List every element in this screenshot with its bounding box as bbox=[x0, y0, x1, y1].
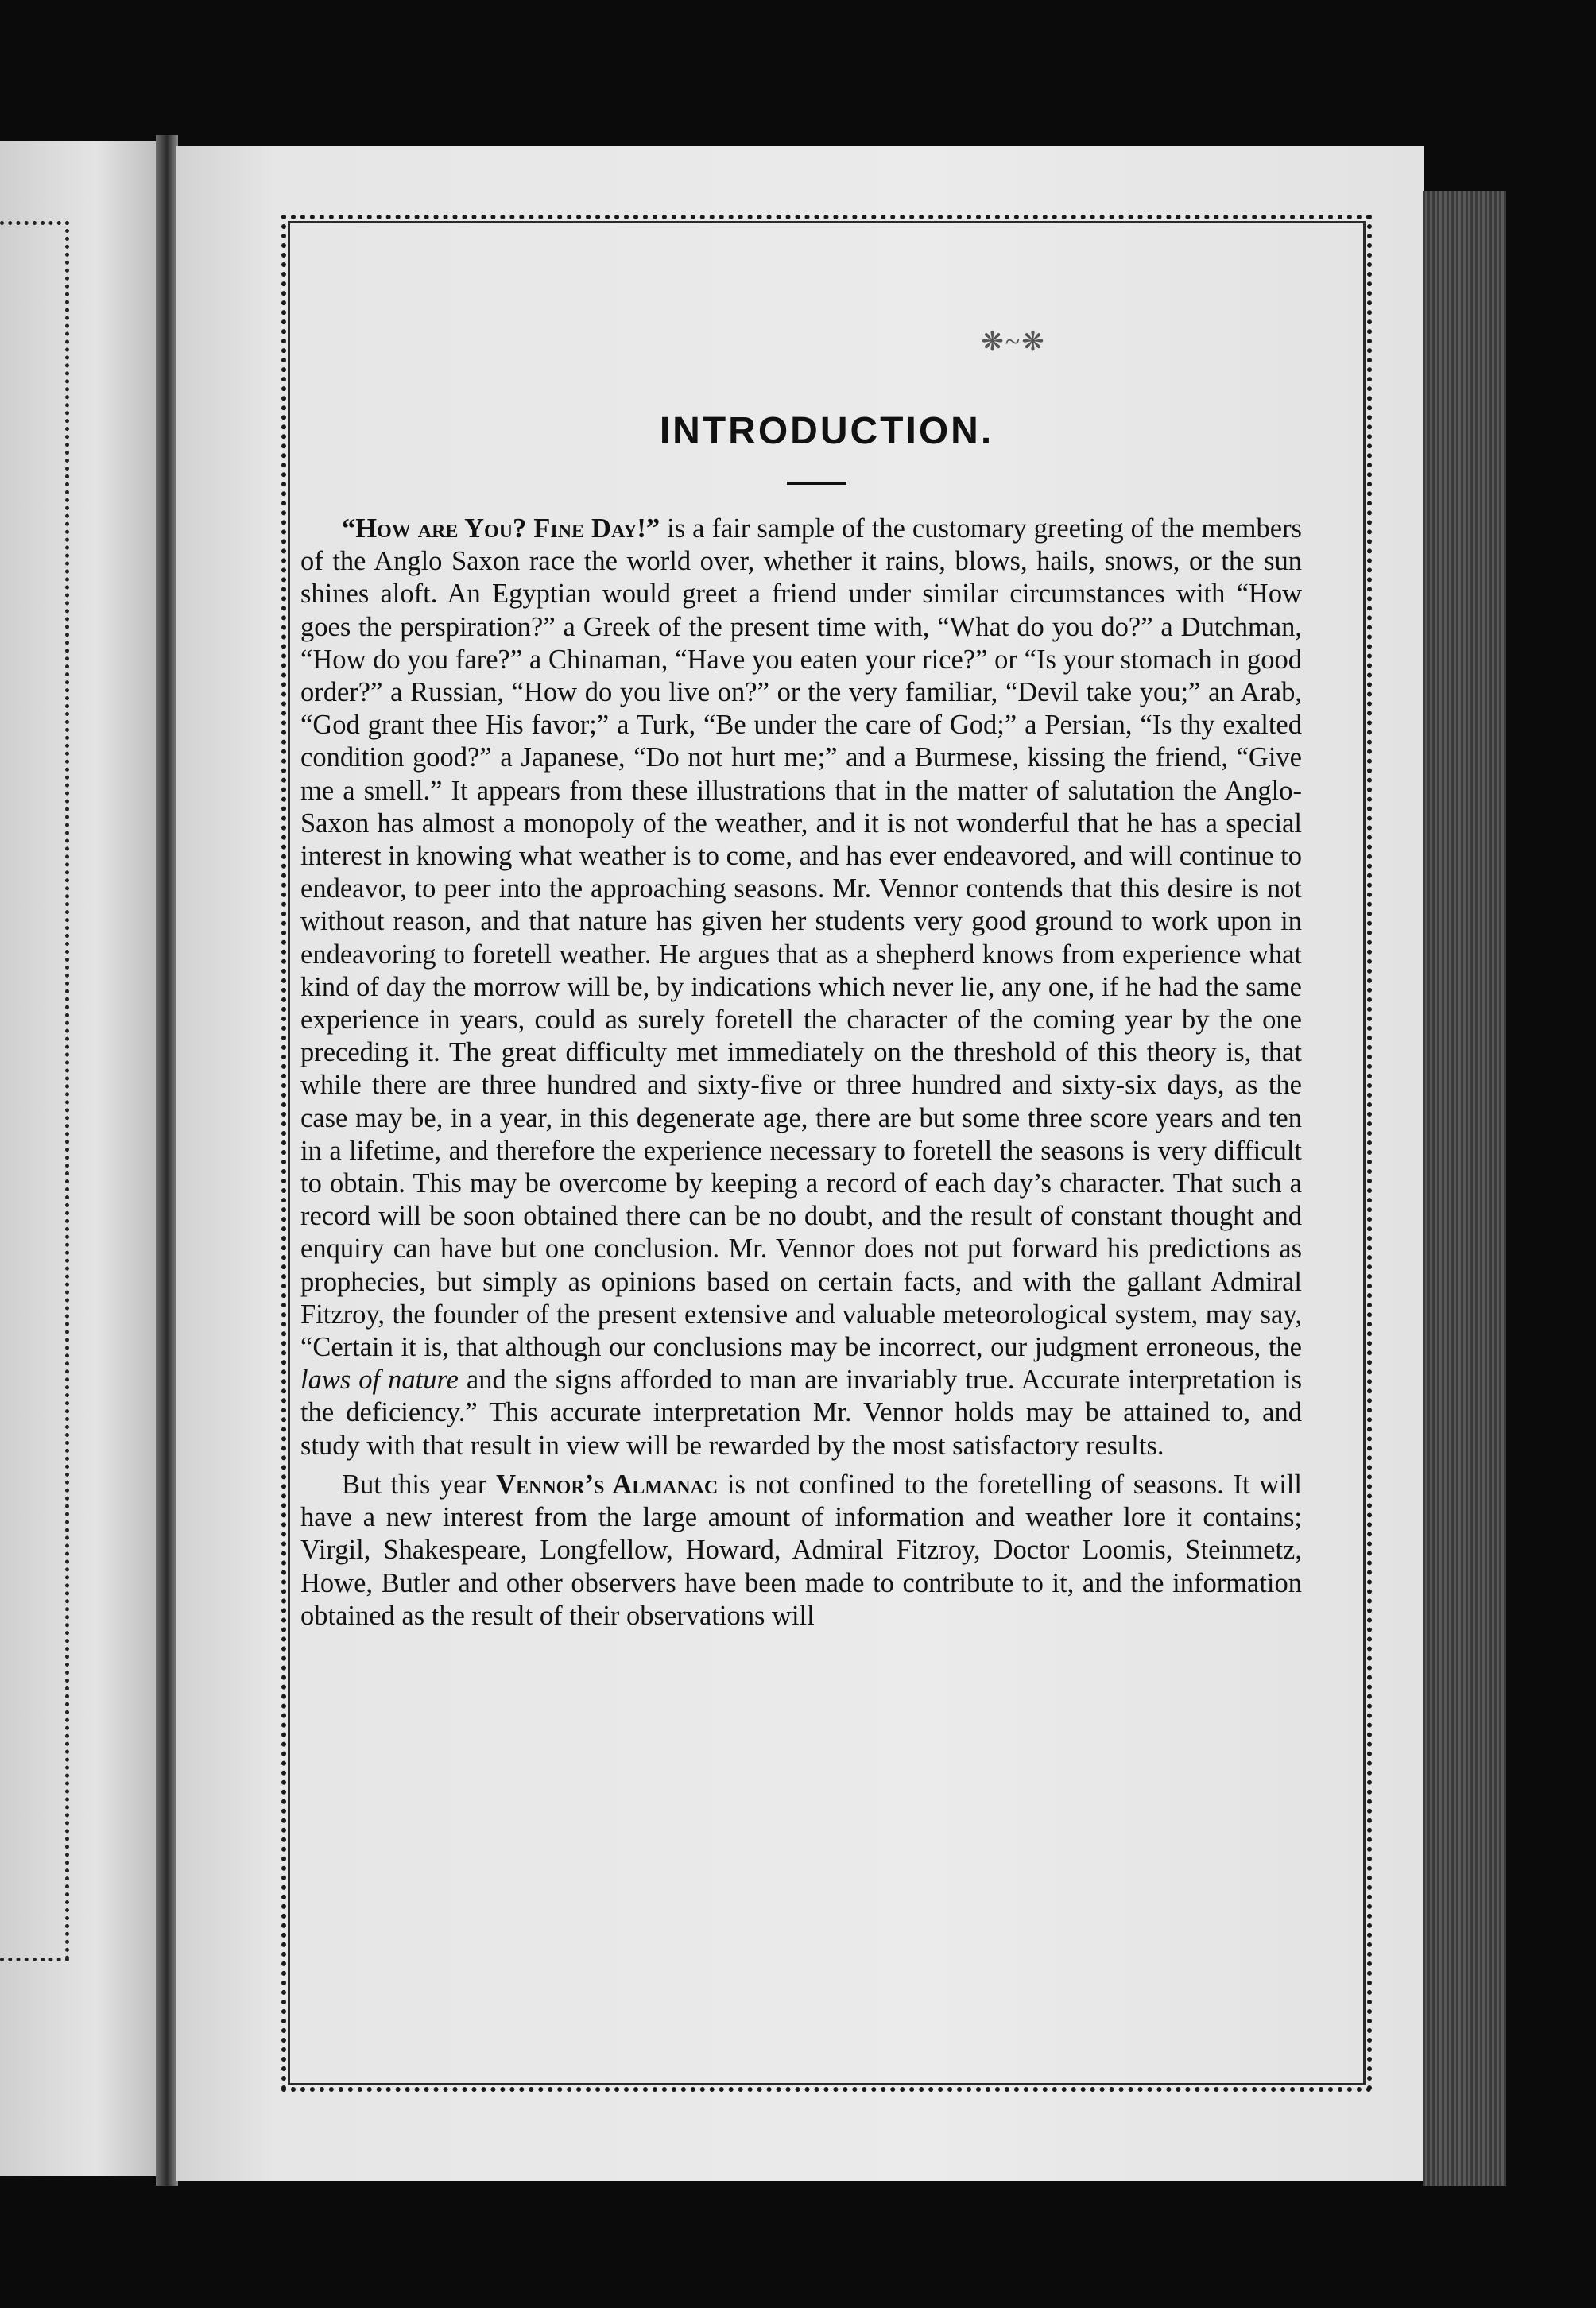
italic-phrase: laws of nature bbox=[300, 1365, 459, 1396]
greeting-lead: “How are You? Fine Day!” bbox=[342, 513, 660, 544]
title-rule bbox=[787, 482, 846, 485]
paragraph-2-start: But this year bbox=[342, 1469, 497, 1500]
almanac-name: Vennor’s Almanac bbox=[496, 1469, 719, 1500]
page-title: INTRODUCTION. bbox=[659, 410, 994, 452]
paragraph-1-text: is a fair sample of the customary greeting of the members of the Anglo Saxon race the world over, whether it rains, blows, hails, snows, or the sun shines aloft. An Egyptian would greet a friend under similar circumstances with “How goes the perspiration?” a Greek of the present time with, “What do you do?” a Dutchman, “How do you fare?” a Chinaman, “Have you eaten your rice?” or “Is your stomach in good order?” a Russian, “How do you live on?” or the very familiar, “Devil take you;” an Arab, “God grant thee His favor;” a Turk, “Be under the care of God;” a Persian, “Is thy exalted condition good?” a Japanese, “Do not hurt me;” and a Burmese, kissing the friend, “Give me a smell.” It appears from these illustrations that in the matter of salutation the Anglo-Saxon has almost a monopoly of the weather, and it is not wonderful that he has a special interest in knowing what weather is to come, and has ever endeavored, and will continue to endeavor, to peer into the approaching seasons. Mr. Vennor contends that this desire is not without reason, and that nature has given her students very good ground to work upon in endeavoring to foretell weather. He argues that as a shepherd knows from experience what kind of day the morrow will be, by indications which never lie, any one, if he had the same experience in years, could as surely foretell the character of the coming year by the one preceding it. The great difficulty met immediately on the threshold of this theory is, that while there are three hundred and sixty-five or three hundred and sixty-six days, as the case may be, in a year, in this degenerate age, there are but some three score years and ten in a lifetime, and therefore the experience necessary to foretell the seasons is very difficult to obtain. This may be overcome by keeping a record of each day’s character. That such a record will be soon obtained there can be no doubt, and the result of constant thought and enquiry can have but one conclusion. Mr. Vennor does not put forward his predictions as prophecies, but simply as opinions based on certain facts, and with the gallant Admiral Fitzroy, the founder of the present extensive and valuable meteorological system, may say, “Certain it is, that although our conclusions may be incorrect, our judgment erroneous, the bbox=[300, 513, 1302, 1363]
page-stack-edge bbox=[1423, 191, 1506, 2186]
left-page-border bbox=[0, 221, 69, 1961]
ornament-icon: ❋~❋ bbox=[981, 327, 1046, 357]
paragraph-2-text: is not confined to the foretelling of seasons. It will have a new interest from the large amount of information and weather lore it contains; Virgil, Shakespeare, Longfellow, Howard, Admiral Fitzroy, Doctor Loomis, Steinmetz, Howe, Butler and other observers have been made to contribute to it, and the information obtained as the result of their observations will bbox=[300, 1469, 1302, 1631]
paragraph-1 bbox=[300, 513, 1302, 1462]
body-text bbox=[300, 513, 1302, 1632]
book-gutter bbox=[156, 135, 178, 2186]
paragraph-2 bbox=[300, 1469, 1302, 1632]
left-page bbox=[0, 141, 159, 2176]
paragraph-1-ending: and the signs afforded to man are invariably true. Accurate interpretation is the deficiency.” This accurate interpretation Mr. Vennor holds may be attained to, and study with that result in view will be rewarded by the most satisfactory results. bbox=[300, 1365, 1302, 1461]
